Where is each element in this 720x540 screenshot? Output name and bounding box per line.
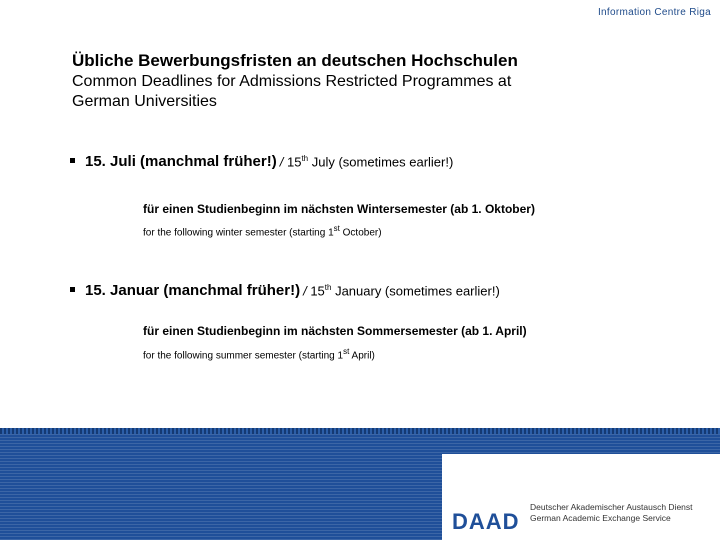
title-english-line2: German Universities (72, 93, 217, 110)
title-english-line1: Common Deadlines for Admissions Restricted Programmes at (72, 73, 512, 90)
deadline-german: 15. Juli (manchmal früher!) (85, 153, 277, 170)
sub-english-post: October) (339, 227, 382, 239)
sub-english-pre: for the following winter semester (starting 1 (143, 227, 334, 239)
english-rest: January (sometimes earlier!) (331, 283, 500, 298)
sub-english-post: April) (349, 350, 375, 362)
ordinal-suffix: th (301, 153, 309, 163)
deadline-english (280, 154, 454, 169)
sub-german: für einen Studienbeginn im nächsten Wintersemester (ab 1. Oktober) (143, 202, 535, 216)
footer-stripe (0, 428, 720, 434)
deadline-german: 15. Januar (manchmal früher!) (85, 282, 301, 299)
separator: / (303, 283, 307, 298)
org-label: Information Centre Riga (597, 7, 711, 18)
daad-logo-panel (442, 454, 720, 540)
separator: / (279, 154, 284, 169)
sub-english-pre: for the following summer semester (starting 1 (143, 350, 344, 362)
sub-german: für einen Studienbeginn im nächsten Sommersemester (ab 1. April) (143, 324, 527, 338)
title-german: Übliche Bewerbungsfristen an deutschen Hochschulen (72, 51, 518, 70)
logo-line-german: Deutscher Akademischer Austausch Dienst (530, 502, 693, 512)
square-bullet-icon (70, 287, 75, 292)
daad-logo-mark: DAAD (452, 509, 520, 534)
deadline-english (303, 283, 500, 298)
daad-logo-text (530, 502, 693, 524)
ordinal-suffix: st (333, 224, 340, 233)
square-bullet-icon (70, 158, 75, 163)
english-rest: July (sometimes earlier!) (308, 154, 454, 169)
english-day: 15 (286, 154, 302, 169)
deadline-bullet-summer (70, 153, 453, 170)
logo-line-english: German Academic Exchange Service (530, 513, 671, 523)
sub-english (143, 224, 382, 238)
english-day: 15 (310, 283, 325, 298)
ordinal-suffix: st (343, 347, 350, 356)
title-block (72, 50, 692, 111)
ordinal-suffix: th (324, 282, 332, 292)
sub-english (143, 347, 375, 361)
deadline-bullet-winter (70, 282, 500, 299)
